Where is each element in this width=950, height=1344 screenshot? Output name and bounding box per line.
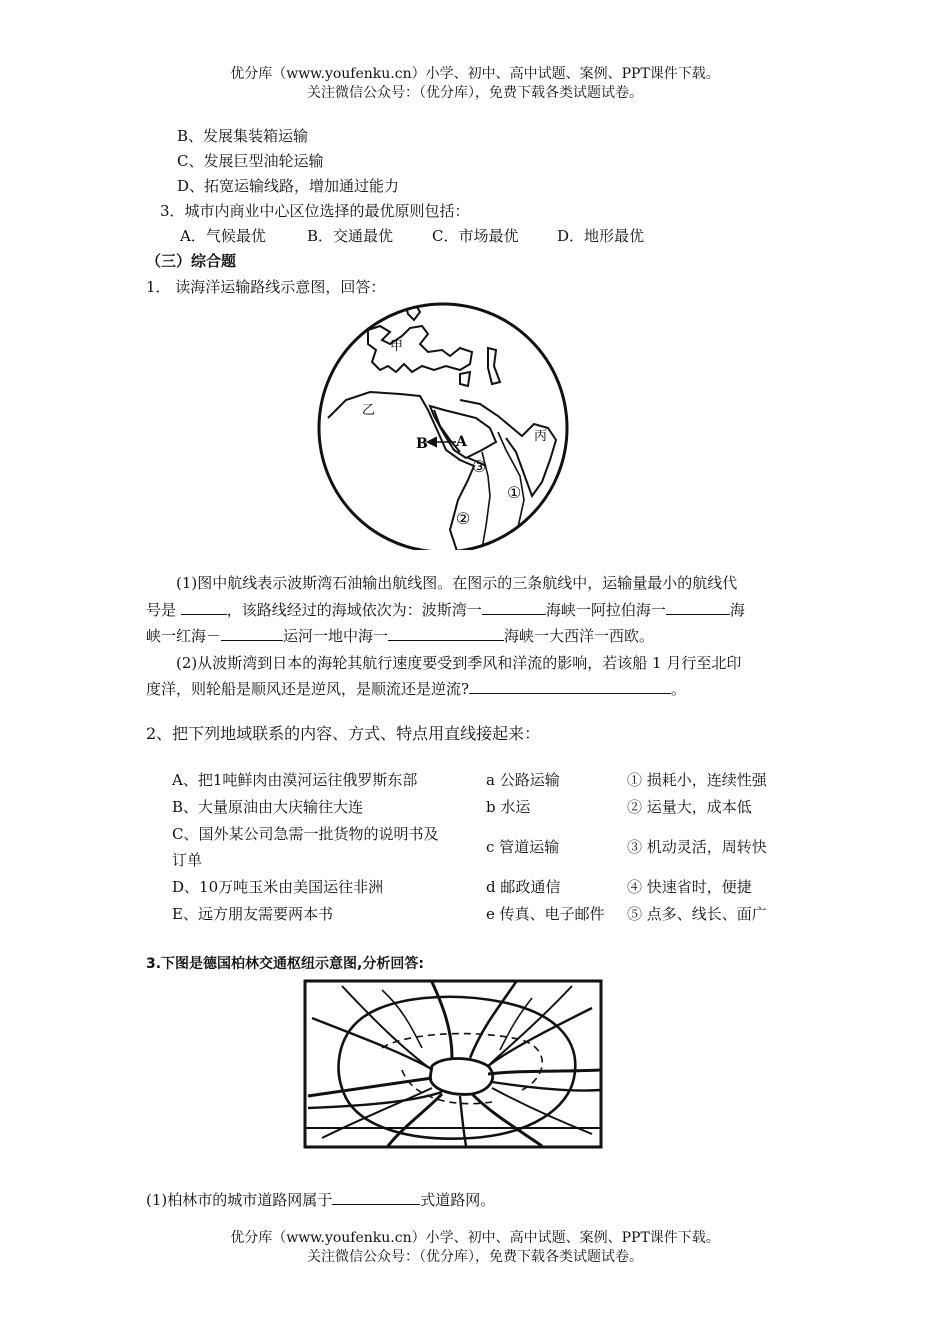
comp3-q1-text-b: 式道路网。 <box>420 1191 496 1209</box>
map-label-route-3: ③ <box>472 457 487 476</box>
row-d-content: D、10万吨玉米由美国运往非洲 <box>172 878 384 896</box>
comp3-q1-text-a: (1)柏林市的城市道路网属于 <box>146 1191 333 1209</box>
answer-blank-route-code[interactable] <box>181 598 227 615</box>
comp1-p2-line2 <box>146 676 686 703</box>
comp1-stem: 1． 读海洋运输路线示意图，回答： <box>146 278 386 296</box>
comp1-p1-line1: (1)图中航线表示波斯湾石油输出航线图。在图示的三条航线中，运输量最小的航线代 <box>176 574 738 592</box>
answer-blank-road-network[interactable] <box>332 1188 420 1205</box>
header-line-2: 关注微信公众号：（优分库），免费下载各类试题试卷。 <box>307 85 643 101</box>
comp1-p1-line2 <box>146 597 745 624</box>
footer-line-1: 优分库（www.youfenku.cn）小学、初中、高中试题、案例、PPT课件下载。 <box>230 1230 720 1246</box>
map-label-bing: 丙 <box>534 429 548 444</box>
map-label-yi: 乙 <box>362 403 376 418</box>
comp3-stem: 3.下图是德国柏林交通枢纽示意图,分析回答: <box>146 956 424 972</box>
answer-blank-strait-2[interactable] <box>666 598 730 615</box>
comp1-p1-line3 <box>146 623 654 650</box>
comp3-q1 <box>146 1188 495 1212</box>
map-label-route-1: ① <box>507 483 522 502</box>
comp2-stem: 2、把下列地域联系的内容、方式、特点用直线接起来： <box>146 724 541 743</box>
answer-blank-strait-3[interactable] <box>388 624 504 641</box>
comp1-p1-text-b: ，该路线经过的海域依次为：波斯湾一 <box>226 601 482 619</box>
comp1-p2-text-a: 度洋，则轮船是顺风还是逆风，是顺流还是逆流? <box>146 680 470 698</box>
comp1-p2-text-b: 。 <box>671 680 687 698</box>
comp1-p1-text-e: 峡一红海－ <box>146 627 222 645</box>
row-e-feature: ⑤ 点多、线长、面广 <box>627 905 767 923</box>
q3-option-c: C．市场最优 <box>432 227 519 245</box>
comp1-p1-text-a: 号是 <box>146 601 177 619</box>
row-c-content-cont: 订单 <box>172 851 203 869</box>
row-c-content: C、国外某公司急需一批货物的说明书及 <box>172 825 439 843</box>
comp1-p1-text-d: 海 <box>729 601 745 619</box>
q3-option-b: B．交通最优 <box>307 227 394 245</box>
map-label-route-2: ② <box>456 509 471 528</box>
row-e-content: E、远方朋友需要两本书 <box>172 905 333 923</box>
comp1-p2-line1: (2)从波斯湾到日本的海轮其航行速度要受到季风和洋流的影响，若该船 1 月行至北印 <box>176 654 742 672</box>
row-a-method: a 公路运输 <box>486 771 560 789</box>
answer-blank-canal[interactable] <box>221 624 283 641</box>
section-title: （三）综合题 <box>146 252 237 270</box>
q3-option-a: A．气候最优 <box>180 227 266 245</box>
footer-line-2: 关注微信公众号：（优分库），免费下载各类试题试卷。 <box>307 1249 643 1265</box>
q3-option-d: D．地形最优 <box>557 227 645 245</box>
q2-option-c: C、发展巨型油轮运输 <box>177 152 324 170</box>
answer-blank-strait-1[interactable] <box>482 598 546 615</box>
row-d-feature: ④ 快速省时，便捷 <box>627 878 752 896</box>
row-a-content: A、把1吨鲜肉由漠河运往俄罗斯东部 <box>172 771 418 789</box>
header-line-1: 优分库（www.youfenku.cn）小学、初中、高中试题、案例、PPT课件下载。 <box>230 66 720 82</box>
answer-blank-wind-current[interactable] <box>469 677 671 694</box>
row-a-feature: ① 损耗小，连续性强 <box>627 771 767 789</box>
row-b-content: B、大量原油由大庆输往大连 <box>172 798 364 816</box>
comp1-p1-text-c: 海峡一阿拉伯海一 <box>545 601 666 619</box>
row-b-method: b 水运 <box>486 798 531 816</box>
row-d-method: d 邮政通信 <box>486 878 561 896</box>
row-c-method: c 管道运输 <box>486 838 560 856</box>
q3-stem: 3．城市内商业中心区位选择的最优原则包括： <box>160 202 470 220</box>
map-label-jia: 甲 <box>390 339 404 354</box>
q2-option-d: D、拓宽运输线路，增加通过能力 <box>177 177 400 195</box>
berlin-transport-map <box>302 978 604 1150</box>
row-c-feature: ③ 机动灵活，周转快 <box>627 838 767 856</box>
map-label-a: A <box>456 434 467 450</box>
q2-option-b: B、发展集装箱运输 <box>177 127 309 145</box>
comp1-p1-text-g: 海峡一大西洋一西欧。 <box>504 627 655 645</box>
ocean-route-map <box>310 300 580 550</box>
comp1-p1-text-f: 运河一地中海一 <box>283 627 389 645</box>
row-e-method: e 传真、电子邮件 <box>486 905 605 923</box>
map-label-b: B <box>416 436 428 452</box>
row-b-feature: ② 运量大，成本低 <box>627 798 752 816</box>
